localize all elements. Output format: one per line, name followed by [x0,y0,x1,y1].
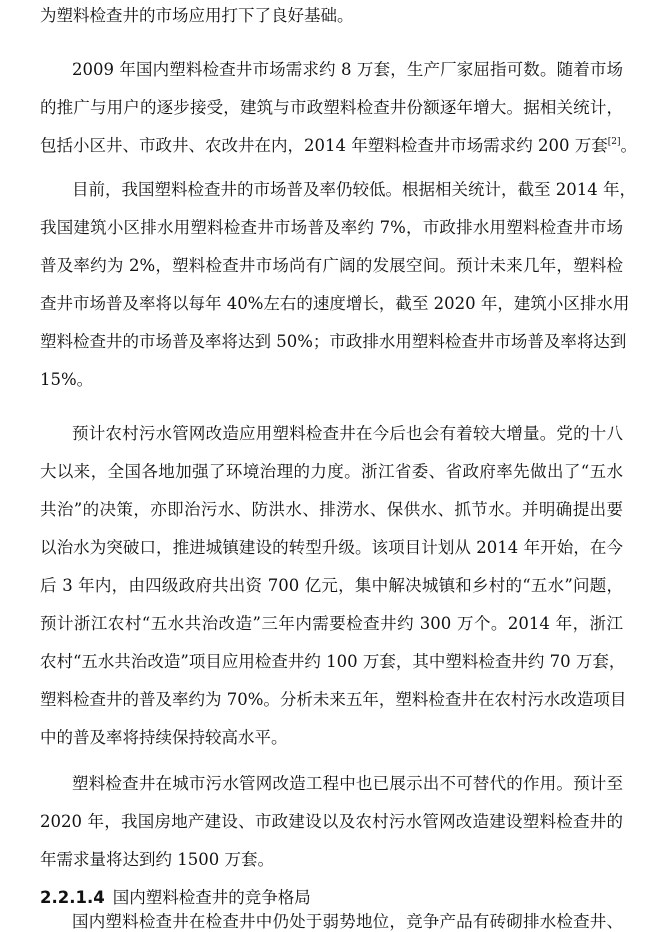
paragraph-line: 目前，我国塑料检查井的市场普及率仍较低。根据相关统计，截至 2014 年， [72,180,636,199]
paragraph-line: 大以来，全国各地加强了环境治理的力度。浙江省委、省政府率先做出了“五水 [40,462,623,481]
paragraph-line: 国内塑料检查井在检查井中仍处于弱势地位，竞争产品有砖砌排水检查井、 [72,912,623,931]
section-number: 2.2.1.4 [40,888,105,907]
paragraph-line: 以治水为突破口，推进城镇建设的转型升级。该项目计划从 2014 年开始，在今 [40,538,623,557]
paragraph-line: 查井市场普及率将以每年 40%左右的速度增长，截至 2020 年，建筑小区排水用 [40,294,630,313]
paragraph-line: 预计浙江农村“五水共治改造”三年内需要检查井约 300 万个。2014 年，浙江 [40,614,623,633]
paragraph-line: 普及率约为 2%，塑料检查井市场尚有广阔的发展空间。预计未来几年，塑料检 [40,256,623,275]
paragraph-text: 。 [620,136,637,155]
paragraph-line: 15%。 [40,370,94,389]
paragraph-line: 后 3 年内，由四级政府共出资 700 亿元，集中解决城镇和乡村的“五水”问题， [40,576,623,595]
paragraph-line: 塑料检查井的普及率约为 70%。分析未来五年，塑料检查井在农村污水改造项目 [40,690,627,709]
section-title: 国内塑料检查井的竞争格局 [112,888,311,907]
citation-marker: [2] [607,137,621,147]
paragraph-line: 2009 年国内塑料检查井市场需求约 8 万套，生产厂家屈指可数。随着市场 [72,60,623,79]
paragraph-line: 塑料检查井的市场普及率将达到 50%；市政排水用塑料检查井市场普及率将达到 [40,332,627,351]
paragraph-line: 我国建筑小区排水用塑料检查井市场普及率约 7%，市政排水用塑料检查井市场 [40,218,623,237]
paragraph-line: 为塑料检查井的市场应用打下了良好基础。 [40,6,354,25]
paragraph-line: 的推广与用户的逐步接受，建筑与市政塑料检查井份额逐年增大。据相关统计， [40,98,623,117]
paragraph-line: 塑料检查井在城市污水管网改造工程中也已展示出不可替代的作用。预计至 [72,774,623,793]
paragraph-line: 年需求量将达到约 1500 万套。 [40,850,274,869]
paragraph-line: 2020 年，我国房地产建设、市政建设以及农村污水管网改造建设塑料检查井的 [40,812,623,831]
section-heading [40,888,623,908]
paragraph-line: 农村“五水共治改造”项目应用检查井约 100 万套，其中塑料检查井约 70 万套， [40,652,626,671]
paragraph-text: 包括小区井、市政井、农改井在内，2014 年塑料检查井市场需求约 200 万套 [40,136,608,155]
paragraph-line: 中的普及率将持续保持较高水平。 [40,728,288,747]
paragraph-line [40,136,637,156]
paragraph-line: 共治”的决策，亦即治污水、防洪水、排涝水、保供水、抓节水。并明确提出要 [40,500,623,519]
paragraph-line: 预计农村污水管网改造应用塑料检查井在今后也会有着较大增量。党的十八 [72,424,623,443]
